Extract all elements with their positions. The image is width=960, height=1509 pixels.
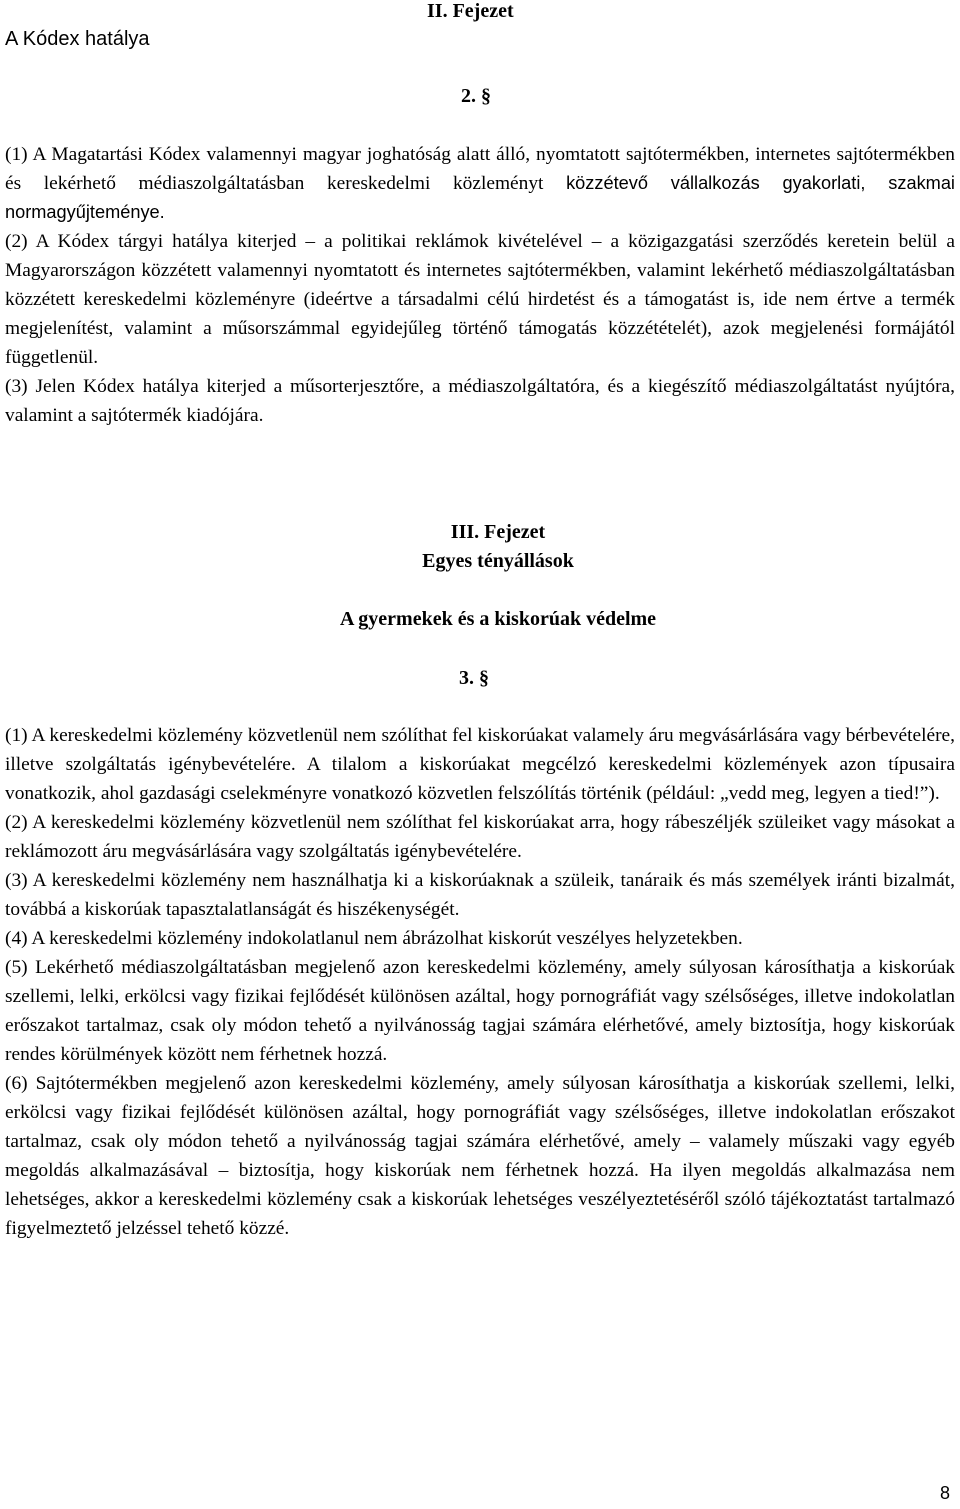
section-2-body	[5, 140, 955, 430]
section-number-3: 3. §	[459, 667, 489, 689]
page-number: 8	[940, 1483, 951, 1503]
paragraph-3-1: (1) A kereskedelmi közlemény közvetlenül nem szólíthat fel kiskorúakat valamely áru megvásárlására vagy bérbevételére, illetve szolgáltatás igénybevételére. A tilalom a kiskorúakat megcélzó kereskedelmi közlemények azon típusaira vonatkozik, ahol gazdasági cselekményre vonatkozó közvetlen felszólítás történik (például: „vedd meg, legyen a tied!”).	[5, 725, 955, 804]
paragraph-3-5: (5) Lekérhető médiaszolgáltatásban megjelenő azon kereskedelmi közlemény, amely súlyosan károsíthatja a kiskorúak szellemi, lelki, erkölcsi vagy fizikai fejlődését különösen azáltal, hogy pornográfiát vagy szélsőséges, illetve indokolatlan erőszakot tartalmaz, csak oly módon tehető a nyilvánosság tagjai számára elérhetővé, amely biztosítja, hogy kiskorúak rendes körülmények között nem férhetnek hozzá.	[5, 957, 955, 1065]
paragraph-3-2: (2) A kereskedelmi közlemény közvetlenül nem szólíthat fel kiskorúakat arra, hogy rábeszéljék szüleiket vagy másokat a reklámozott áru megvásárlására vagy szolgáltatás igénybevételére.	[5, 812, 955, 862]
paragraph-1	[5, 140, 955, 227]
paragraph-3-6: (6) Sajtótermékben megjelenő azon kereskedelmi közlemény, amely súlyosan károsíthatja a kiskorúak szellemi, lelki, erkölcsi vagy fizikai fejlődését különösen azáltal, hogy pornográfiát vagy szélsőséges, illetve indokolatlan erőszakot tartalmaz, csak oly módon tehető a nyilvánosság tagjai számára elérhetővé, amely – valamely műszaki vagy egyéb megoldás alkalmazásával – biztosítja, hogy kiskorúak nem férhetnek hozzá. Ha ilyen megoldás alkalmazása nem lehetséges, akkor a kereskedelmi közlemény csak a kiskorúak lehetséges veszélyeztetéséről szóló tájékoztatást tartalmazó figyelmeztető jelzéssel tehető közzé.	[5, 1073, 955, 1239]
paragraph-3-4: (4) A kereskedelmi közlemény indokolatlanul nem ábrázolhat kiskorút veszélyes helyzetekben.	[5, 928, 743, 949]
paragraph-1-start: (1) A Magatartási Kódex valamennyi magyar joghatóság alatt álló, nyomtatott sajtótermékben, internetes sajtótermékben és lekérhető médiaszolgáltatásban kereskedelmi közleményt	[5, 144, 955, 194]
chapter-title: Egyes tényállások	[422, 550, 574, 572]
chapter-heading-3: III. Fejezet	[450, 521, 546, 543]
chapter-subtitle: A gyermekek és a kiskorúak védelme	[339, 608, 657, 630]
paragraph-1-end: közzétevő vállalkozás gyakorlati, szakmai normagyűjteménye.	[5, 173, 955, 222]
paragraph-3: (3) Jelen Kódex hatálya kiterjed a műsorterjesztőre, a médiaszolgáltatóra, és a kiegészítő médiaszolgáltatást nyújtóra, valamint a sajtótermék kiadójára.	[5, 376, 955, 426]
chapter-heading: II. Fejezet	[427, 0, 514, 22]
section-3-body	[5, 721, 955, 1243]
running-header-left: A Kódex hatálya	[5, 28, 150, 50]
paragraph-3-3: (3) A kereskedelmi közlemény nem használhatja ki a kiskorúaknak a szüleik, tanáraik és más személyek iránti bizalmát, továbbá a kiskorúak tapasztalatlanságát és hiszékenységét.	[5, 870, 955, 920]
section-number: 2. §	[461, 85, 491, 107]
paragraph-2: (2) A Kódex tárgyi hatálya kiterjed – a politikai reklámok kivételével – a közigazgatási szerződés keretein belül a Magyarországon közzétett valamennyi nyomtatott és internetes sajtótermékben, valamint lekérhető médiaszolgáltatásban közzétett kereskedelmi közleményre (ideértve a társadalmi célú hirdetést és a támogatást is, ide nem értve a termék megjelenítést, valamint a műsorszámmal egyidejűleg történő támogatás közzétételét), azok megjelenési formájától függetlenül.	[5, 231, 955, 368]
